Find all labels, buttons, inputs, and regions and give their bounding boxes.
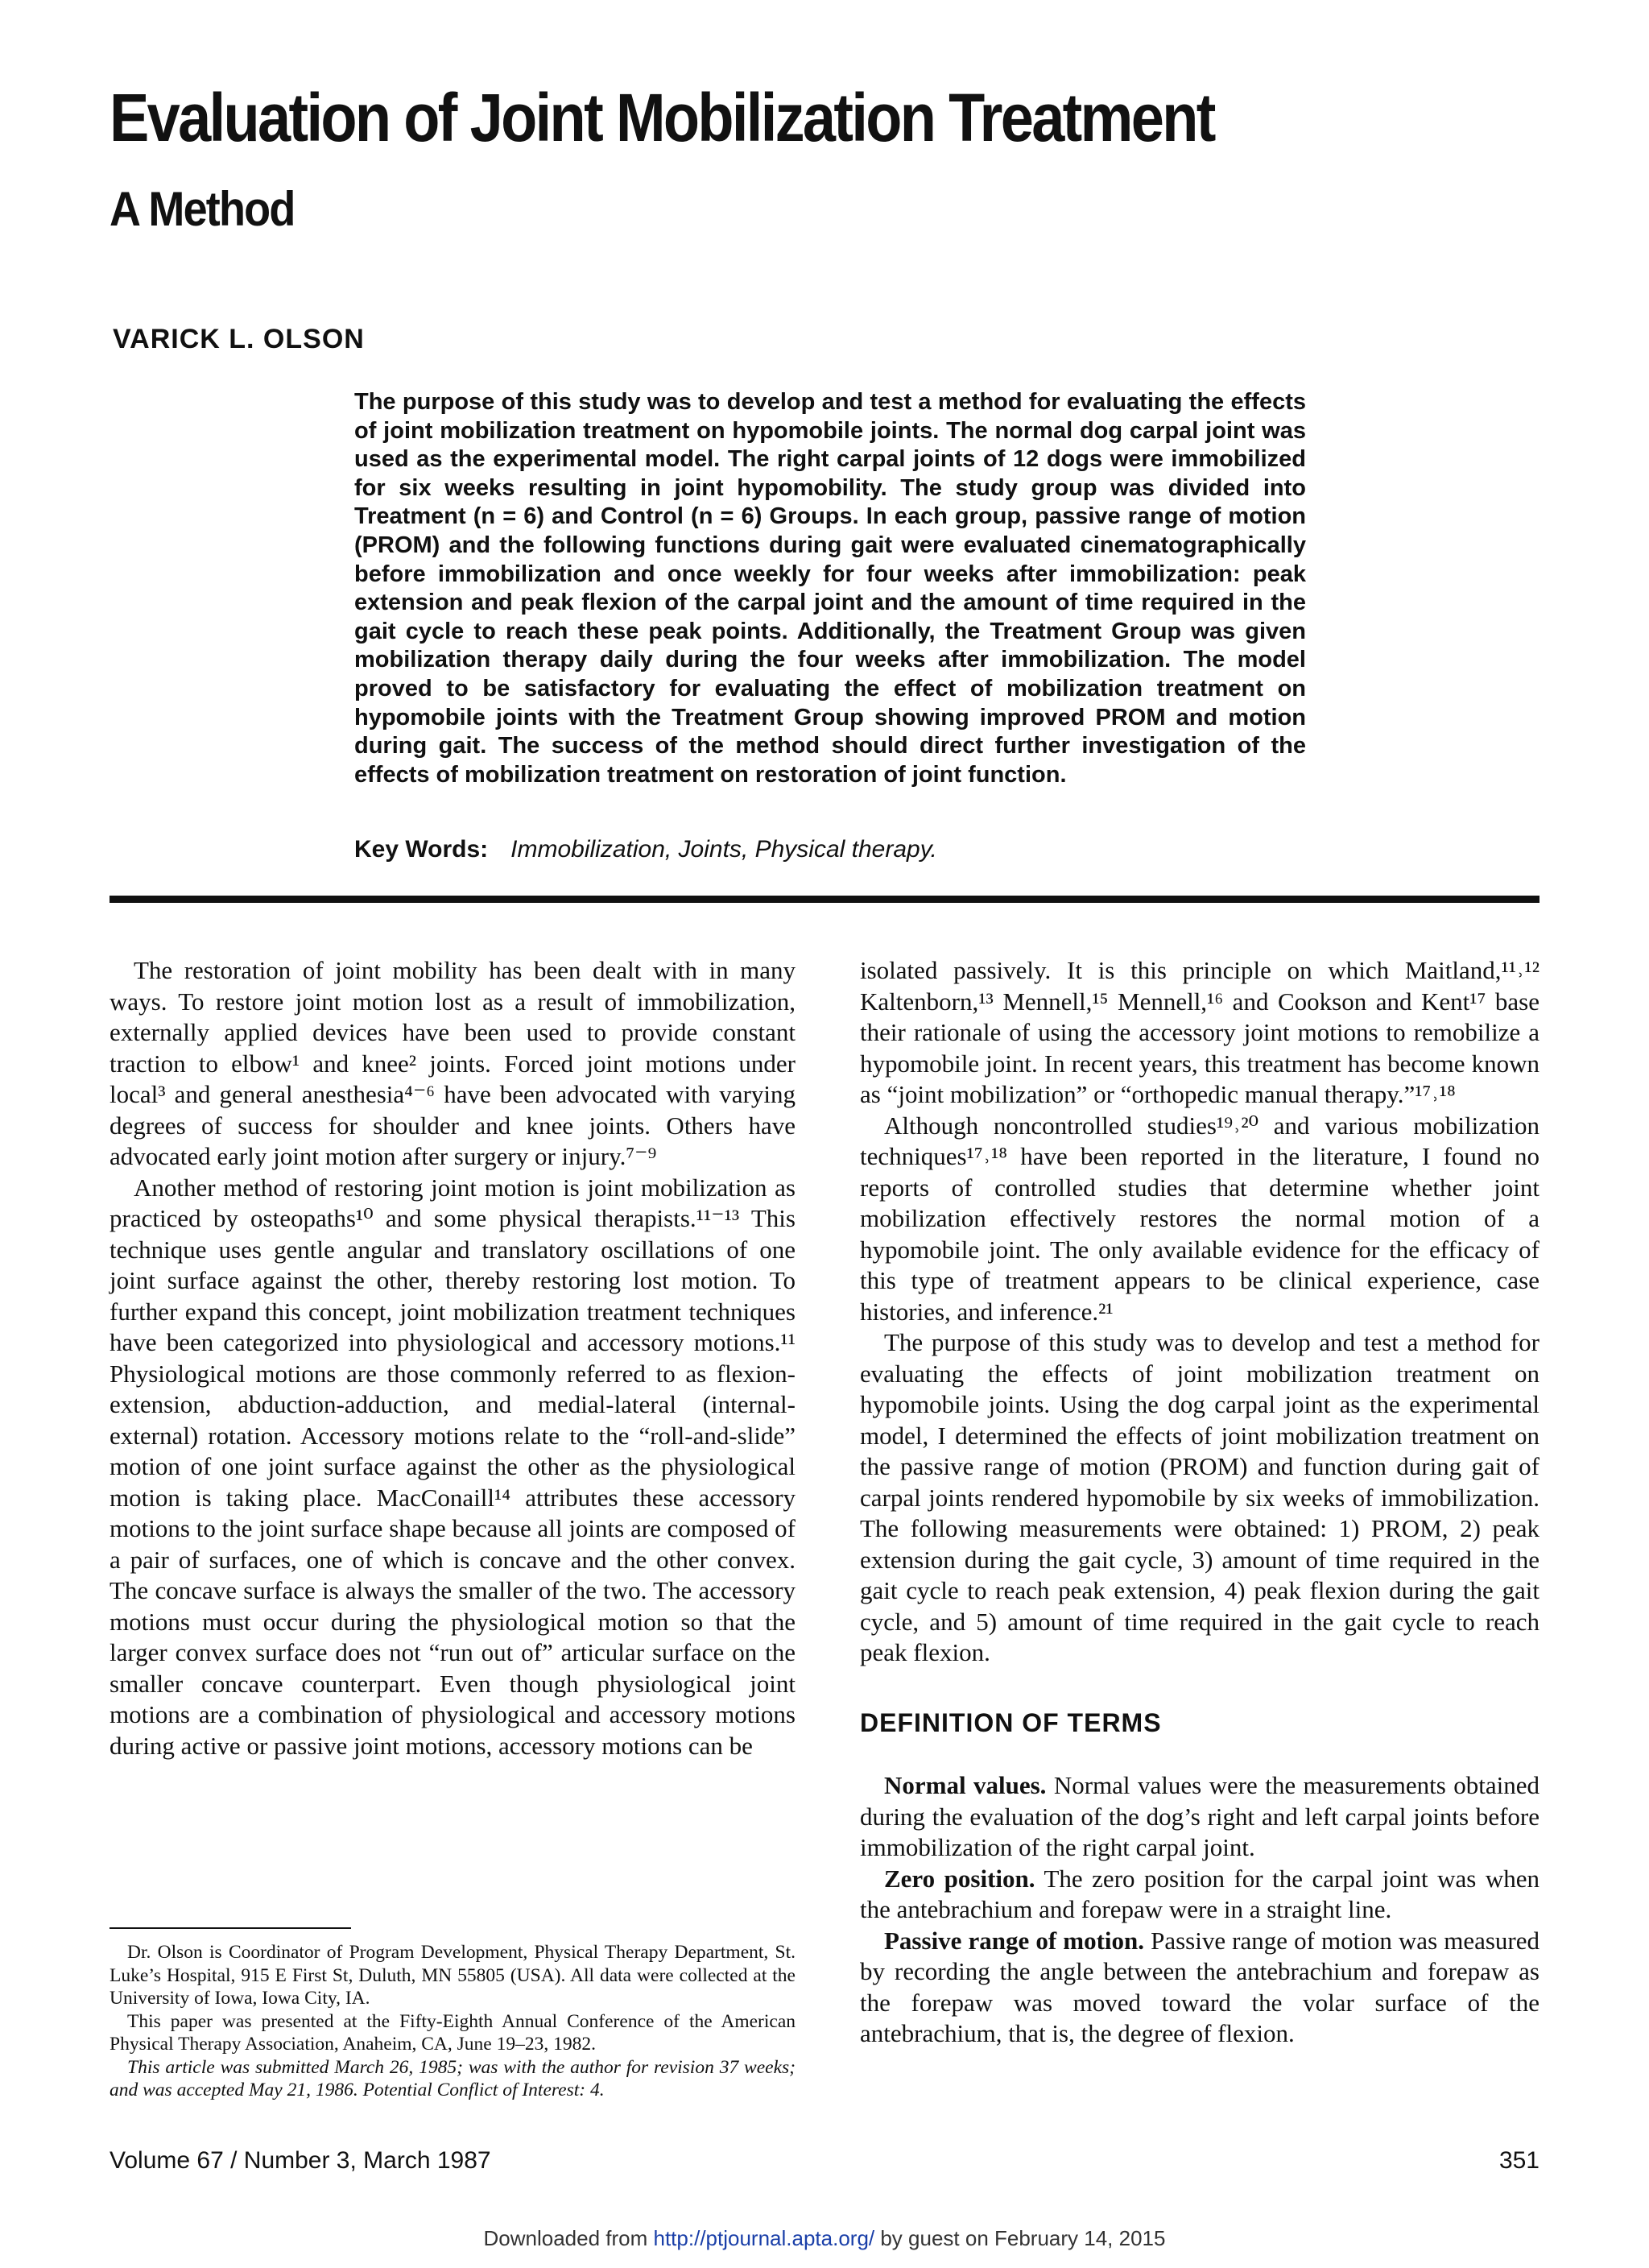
term-label: Zero position. <box>884 1864 1035 1893</box>
body-paragraph: The purpose of this study was to develop and test a method for evaluating the effects of joint mobilization treatment on hypomobile joints. Using the dog carpal joint as the experimental model, I determined the effects of joint mobilization treatment on the passive range of motion (PROM) and function during gait of carpal joints rendered hypomobile by six weeks of immobilization. The following measurements were obtained: 1) PROM, 2) peak extension during the gait cycle, 3) amount of time required in the gait cycle to reach peak extension, 4) peak flexion during the gait cycle, and 5) amount of time required in the gait cycle to reach peak flexion. <box>860 1328 1539 1666</box>
term-label: Passive range of motion. <box>884 1926 1145 1955</box>
keywords-label: Key Words: <box>354 836 489 863</box>
footnote-divider <box>110 1927 351 1929</box>
body-column-right <box>860 955 1539 2050</box>
term-text: Normal values were the measurements obtained during the evaluation of the dog’s right and left carpal joints before immobilization of the right carpal joint. <box>860 1771 1540 1861</box>
definition-normal-values <box>860 1770 1539 1864</box>
footnote-submission: This article was submitted March 26, 1985; was with the author for revision 37 weeks; and was accepted May 21, 1986. Potential Conflict of Interest: 4. <box>110 2056 796 2100</box>
definition-prom <box>860 1926 1539 2050</box>
body-paragraph: Although noncontrolled studies¹⁹˒²⁰ and various mobilization techniques¹⁷˒¹⁸ have been reported in the literature, I found no reports of controlled studies that determine whether joint mobilization effectively restores the normal motion of a hypomobile joint. The only available evidence for the efficacy of this type of treatment appears to be clinical experience, case histories, and inference.²¹ <box>860 1111 1539 1326</box>
footnotes <box>110 1941 796 2102</box>
download-prefix: Downloaded from <box>483 2226 654 2250</box>
page-number: 351 <box>1498 2147 1539 2174</box>
body-column-left <box>110 955 796 1761</box>
article-subtitle: A Method <box>110 182 295 236</box>
download-notice <box>0 2226 1649 2251</box>
author-name: VARICK L. OLSON <box>113 324 365 354</box>
abstract: The purpose of this study was to develop and test a method for evaluating the effects of joint mobilization treatment on hypomobile joints. The normal dog carpal joint was used as the experimental model. The right carpal joints of 12 dogs were immobilized for six weeks resulting in joint hypomobility. The study group was divided into Treatment (n = 6) and Control (n = 6) Groups. In each group, passive range of motion (PROM) and the following functions during gait were evaluated cinematographically before immobilization and once weekly for four weeks after immobilization: peak extension and peak flexion of the carpal joint and the amount of time required in the gait cycle to reach these peak points. Additionally, the Treatment Group was given mobilization therapy daily during the four weeks after immobilization. The model proved to be satisfactory for evaluating the effect of mobilization treatment on hypomobile joints with the Treatment Group showing improved PROM and motion during gait. The success of the method should direct further investigation of the effects of mobilization treatment on restoration of joint function. <box>354 389 1306 788</box>
section-divider <box>110 896 1539 903</box>
footnote-affiliation: Dr. Olson is Coordinator of Program Development, Physical Therapy Department, St. Luke’s Hospital, 915 E First St, Duluth, MN 55805 (USA). All data were collected at the University of Iowa, Iowa City, IA. <box>110 1942 796 2009</box>
body-paragraph: Another method of restoring joint motion is joint mobilization as practiced by osteopaths¹⁰ and some physical therapists.¹¹⁻¹³ This technique uses gentle angular and translatory oscillations of one joint surface against the other, thereby restoring lost motion. To further expand this concept, joint mobilization treatment techniques have been categorized into physiological and accessory motions.¹¹ Physiological motions are those commonly referred to as flexion-extension, abduction-adduction, and medial-lateral (internal-external) rotation. Accessory motions relate to the “roll-and-slide” motion of one joint surface against the other as the physiological motion is taking place. MacConaill¹⁴ attributes these accessory motions to the joint surface shape because all joints are composed of a pair of surfaces, one of which is concave and the other convex. The concave surface is always the smaller of the two. The accessory motions must occur during the physiological motion so that the larger convex surface does not “run out of” articular surface on the smaller concave counterpart. Even though physiological joint motions are a combination of physiological and accessory motions during active or passive joint motions, accessory motions can be <box>110 1173 796 1760</box>
body-paragraph: The restoration of joint mobility has been dealt with in many ways. To restore joint motion lost as a result of immobilization, externally applied devices have been used to provide constant traction to elbow¹ and knee² joints. Forced joint motions under local³ and general anesthesia⁴⁻⁶ have been advocated with varying degrees of success for shoulder and knee joints. Others have advocated early joint motion after surgery or injury.⁷⁻⁹ <box>110 956 796 1170</box>
definition-zero-position <box>860 1864 1539 1926</box>
journal-link[interactable]: http://ptjournal.apta.org/ <box>653 2226 875 2250</box>
section-heading: DEFINITION OF TERMS <box>860 1707 1162 1737</box>
term-text: The zero position for the carpal joint was when the antebrachium and forepaw were in a straight line. <box>860 1864 1539 1923</box>
article-title: Evaluation of Joint Mobilization Treatment <box>110 80 1214 155</box>
footnote-presentation: This paper was presented at the Fifty-Eighth Annual Conference of the American Physical Therapy Association, Anaheim, CA, June 19–23, 1982. <box>110 2010 796 2055</box>
body-paragraph: isolated passively. It is this principle on which Maitland,¹¹˒¹² Kaltenborn,¹³ Mennell,¹⁵ Mennell,¹⁶ and Cookson and Kent¹⁷ base their rationale of using the accessory joint motions to remobilize a hypomobile joint. In recent years, this treatment has become known as “joint mobilization” or “orthopedic manual therapy.”¹⁷˒¹⁸ <box>860 956 1539 1108</box>
keywords <box>354 836 1306 863</box>
term-label: Normal values. <box>884 1771 1047 1799</box>
journal-volume: Volume 67 / Number 3, March 1987 <box>110 2147 491 2174</box>
keywords-values: Immobilization, Joints, Physical therapy. <box>510 836 937 863</box>
term-text: Passive range of motion was measured by recording the angle between the antebrachium and forepaw as the forepaw was moved toward the volar surface of the antebrachium, that is, the degree of flexion. <box>860 1926 1539 2047</box>
download-suffix: by guest on February 14, 2015 <box>874 2226 1166 2250</box>
